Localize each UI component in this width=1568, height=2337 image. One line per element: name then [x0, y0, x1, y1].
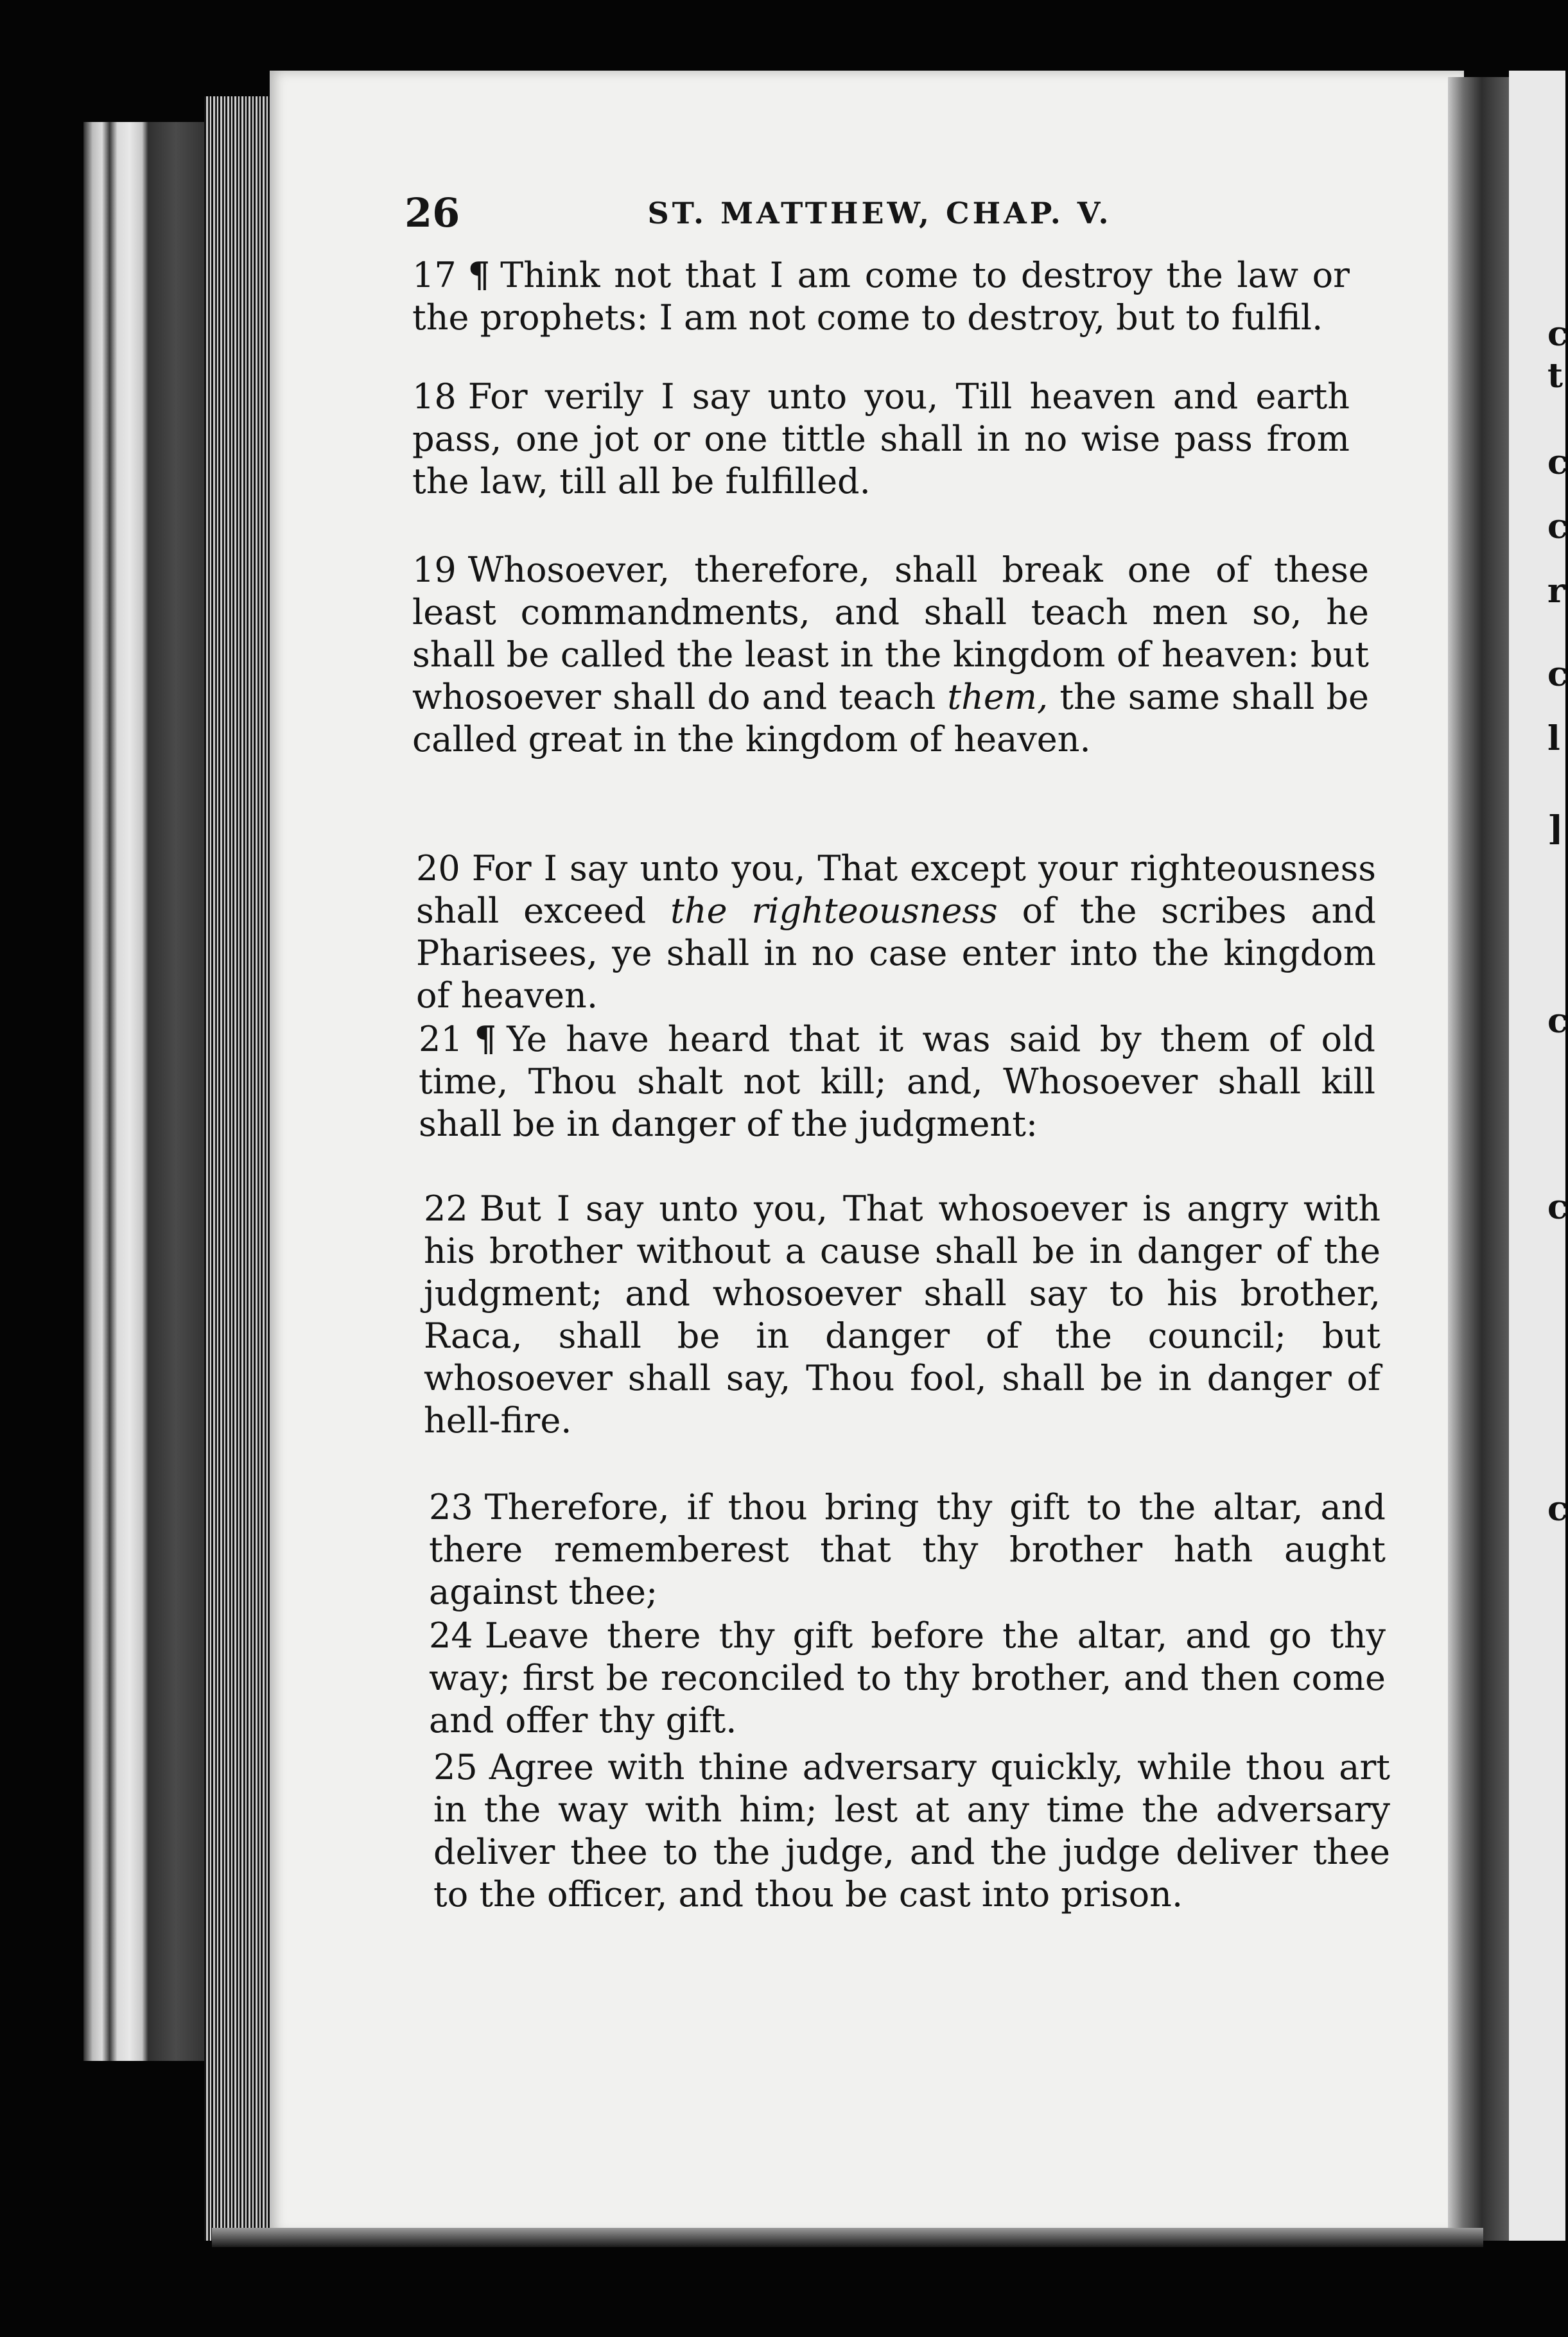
- verse-text: For I say unto you, That except your righteousness shall exceed: [416, 848, 1376, 931]
- verse-24: [429, 1615, 1386, 1742]
- page-header: [405, 189, 1355, 247]
- verse-number: 23: [429, 1487, 473, 1527]
- running-title: ST. MATTHEW, CHAP. V.: [647, 196, 1112, 230]
- verse-number: 18: [412, 376, 457, 417]
- verse-25: [433, 1746, 1390, 1916]
- verse-text: Agree with thine adversary quickly, while thou art in the way with him; lest at any time the adversary deliver thee to the judge, and the judge deliver thee to the officer, and thou be cast into prison.: [433, 1747, 1390, 1915]
- pilcrow-mark: ¶: [474, 1018, 497, 1059]
- verse-18: [412, 376, 1350, 503]
- gutter-shadow: [1448, 77, 1509, 2241]
- verse-text: But I say unto you, That whosoever is angry with his brother without a cause shall be in danger of the judgment; and whosoever shall say to his brother, Raca, shall be in danger of the council; but whosoever shall say, Thou fool, shall be in danger of hell-fire.: [424, 1188, 1381, 1441]
- verse-19: [412, 549, 1369, 761]
- verse-number: 17: [412, 255, 457, 295]
- verse-text: Think not that I am come to destroy the law or the prophets: I am not come to destroy, but to fulfil.: [412, 255, 1350, 338]
- verse-21: [419, 1018, 1375, 1145]
- book-page: [270, 71, 1464, 2234]
- verse-20: [416, 847, 1376, 1017]
- verse-23: [429, 1486, 1386, 1613]
- verse-22: [424, 1188, 1381, 1442]
- verse-number: 22: [424, 1188, 468, 1229]
- verse-text: Leave there thy gift before the altar, and go thy way; first be reconciled to thy brother, and then come and offer thy gift.: [429, 1615, 1386, 1741]
- page-number: 26: [405, 189, 460, 236]
- verse-italic-text: them,: [947, 677, 1049, 717]
- verse-number: 19: [412, 550, 457, 590]
- verse-number: 24: [429, 1615, 473, 1656]
- facing-page-edge: c t c c r c l ] c c c: [1509, 71, 1565, 2241]
- bottom-page-edge: [212, 2228, 1483, 2247]
- verse-number: 25: [433, 1747, 478, 1787]
- verse-17: [412, 254, 1350, 339]
- verse-text-continued: of the scribes and Pharisees, ye shall in no case enter into the kingdom of heaven.: [416, 890, 1377, 1016]
- verse-number: 21: [419, 1019, 463, 1059]
- page-stack-edge: [204, 96, 275, 2241]
- verse-number: 20: [416, 848, 460, 889]
- verse-text: Therefore, if thou bring thy gift to the altar, and there rememberest that thy brother hath aught against thee;: [429, 1487, 1386, 1612]
- pilcrow-mark: ¶: [467, 254, 491, 295]
- verse-text-continued: the same shall be called great in the kingdom of heaven.: [412, 677, 1369, 760]
- verse-italic-text: the righteousness: [670, 890, 998, 931]
- verse-text: Ye have heard that it was said by them of old time, Thou shalt not kill; and, Whosoever shall kill shall be in danger of the judgment:: [419, 1019, 1375, 1144]
- verse-text: For verily I say unto you, Till heaven and earth pass, one jot or one tittle shall in no wise pass from the law, till all be fulfilled.: [412, 376, 1350, 501]
- verse-text: Whosoever, therefore, shall break one of these least commandments, and shall teach men so, he shall be called the least in the kingdom of heaven: but whosoever shall do and teach: [412, 550, 1369, 717]
